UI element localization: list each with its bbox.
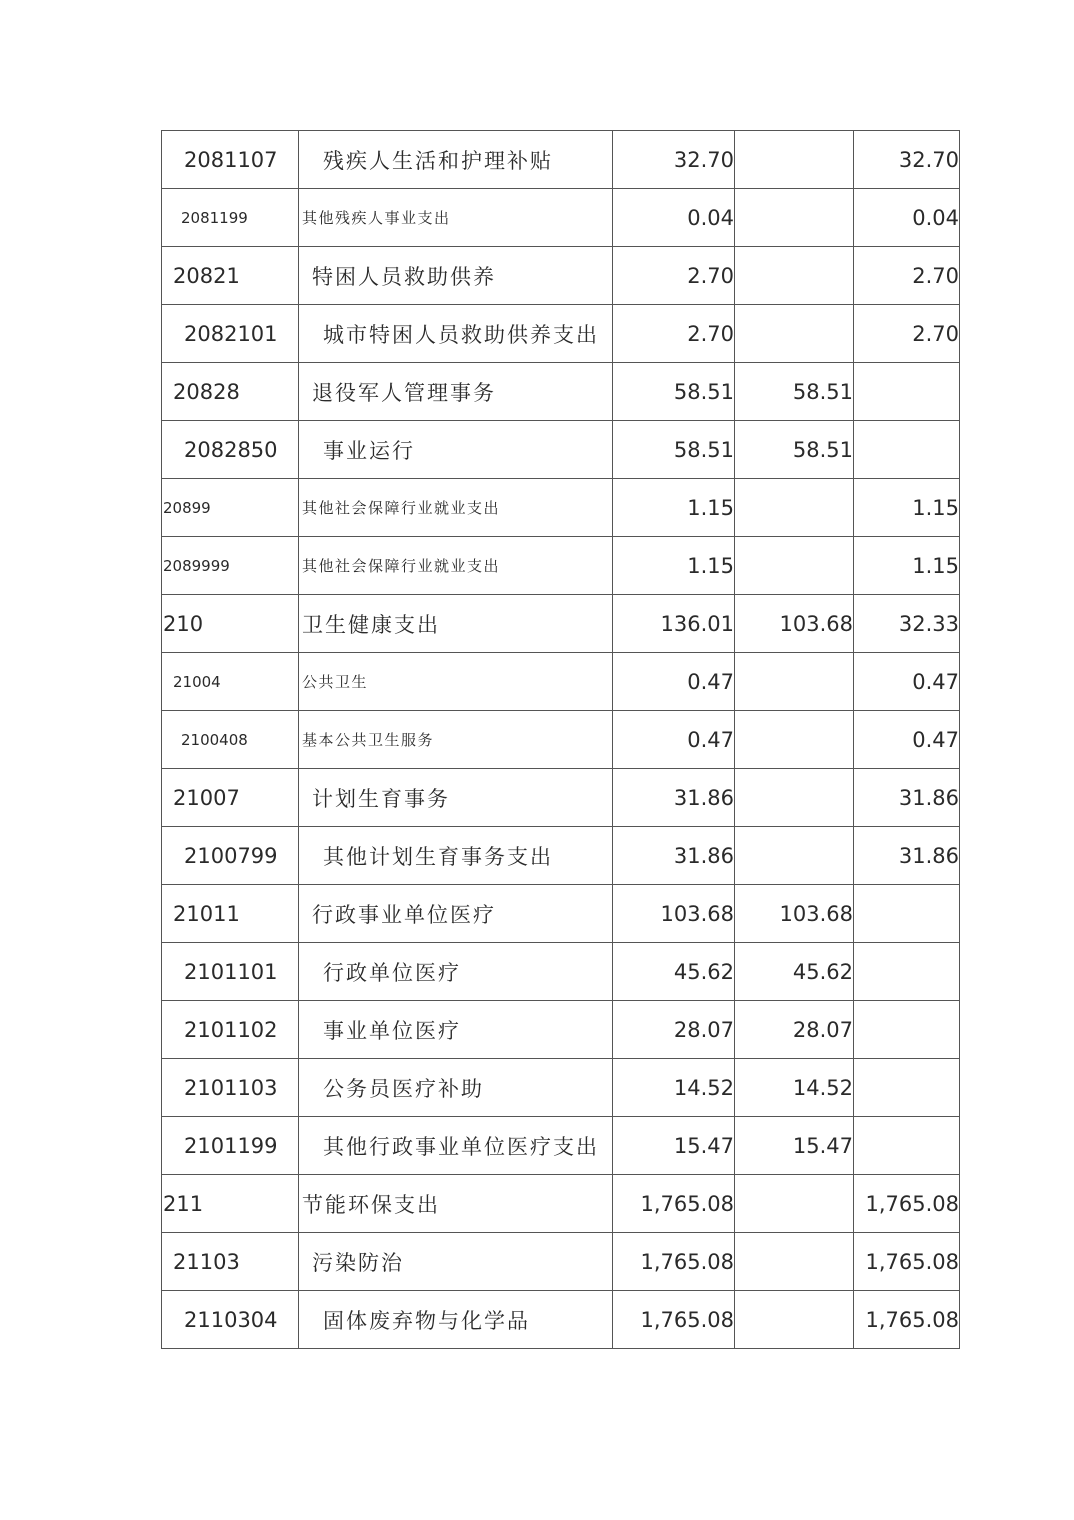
project-expenditure-cell: 1,765.08: [854, 1291, 960, 1349]
basic-expenditure-cell: [735, 1291, 854, 1349]
total-amount-cell: 32.70: [613, 131, 735, 189]
project-expenditure-cell: 0.04: [854, 189, 960, 247]
total-amount-cell: 103.68: [613, 885, 735, 943]
subject-code-cell: 20821: [162, 247, 299, 305]
table-row: [162, 827, 960, 885]
subject-name-cell: 固体废弃物与化学品: [299, 1291, 613, 1349]
subject-name-cell: 污染防治: [299, 1233, 613, 1291]
subject-name-cell: 公务员医疗补助: [299, 1059, 613, 1117]
table-row: [162, 769, 960, 827]
table-row: [162, 1059, 960, 1117]
table-row: [162, 1001, 960, 1059]
table-row: [162, 131, 960, 189]
table-row: [162, 653, 960, 711]
subject-code-cell: 211: [162, 1175, 299, 1233]
subject-name-cell: 特困人员救助供养: [299, 247, 613, 305]
basic-expenditure-cell: 103.68: [735, 885, 854, 943]
project-expenditure-cell: 31.86: [854, 769, 960, 827]
subject-name-cell: 退役军人管理事务: [299, 363, 613, 421]
basic-expenditure-cell: [735, 711, 854, 769]
basic-expenditure-cell: [735, 827, 854, 885]
table-row: [162, 247, 960, 305]
subject-code-cell: 2082850: [162, 421, 299, 479]
subject-code-cell: 2082101: [162, 305, 299, 363]
total-amount-cell: 1.15: [613, 537, 735, 595]
project-expenditure-cell: 1,765.08: [854, 1233, 960, 1291]
subject-name-cell: 其他行政事业单位医疗支出: [299, 1117, 613, 1175]
project-expenditure-cell: 0.47: [854, 653, 960, 711]
basic-expenditure-cell: 14.52: [735, 1059, 854, 1117]
project-expenditure-cell: [854, 1117, 960, 1175]
table-row: [162, 885, 960, 943]
table-row: [162, 305, 960, 363]
budget-table: [161, 130, 960, 1349]
table-row: [162, 421, 960, 479]
table-row: [162, 595, 960, 653]
table-row: [162, 943, 960, 1001]
project-expenditure-cell: 2.70: [854, 305, 960, 363]
basic-expenditure-cell: [735, 1175, 854, 1233]
subject-code-cell: 2101102: [162, 1001, 299, 1059]
total-amount-cell: 1,765.08: [613, 1291, 735, 1349]
subject-code-cell: 2101103: [162, 1059, 299, 1117]
subject-name-cell: 公共卫生: [299, 653, 613, 711]
basic-expenditure-cell: [735, 537, 854, 595]
total-amount-cell: 2.70: [613, 247, 735, 305]
subject-name-cell: 其他社会保障行业就业支出: [299, 537, 613, 595]
subject-name-cell: 节能环保支出: [299, 1175, 613, 1233]
basic-expenditure-cell: [735, 653, 854, 711]
basic-expenditure-cell: 58.51: [735, 363, 854, 421]
subject-code-cell: 21004: [162, 653, 299, 711]
total-amount-cell: 0.04: [613, 189, 735, 247]
subject-name-cell: 事业单位医疗: [299, 1001, 613, 1059]
project-expenditure-cell: 0.47: [854, 711, 960, 769]
total-amount-cell: 58.51: [613, 421, 735, 479]
project-expenditure-cell: [854, 1001, 960, 1059]
subject-name-cell: 行政事业单位医疗: [299, 885, 613, 943]
table-row: [162, 363, 960, 421]
basic-expenditure-cell: 15.47: [735, 1117, 854, 1175]
project-expenditure-cell: 32.33: [854, 595, 960, 653]
subject-code-cell: 2101199: [162, 1117, 299, 1175]
project-expenditure-cell: 2.70: [854, 247, 960, 305]
basic-expenditure-cell: [735, 189, 854, 247]
total-amount-cell: 0.47: [613, 653, 735, 711]
table-row: [162, 1291, 960, 1349]
subject-name-cell: 基本公共卫生服务: [299, 711, 613, 769]
basic-expenditure-cell: [735, 247, 854, 305]
project-expenditure-cell: 31.86: [854, 827, 960, 885]
project-expenditure-cell: [854, 1059, 960, 1117]
subject-code-cell: 2110304: [162, 1291, 299, 1349]
basic-expenditure-cell: 58.51: [735, 421, 854, 479]
project-expenditure-cell: 1.15: [854, 537, 960, 595]
subject-name-cell: 城市特困人员救助供养支出: [299, 305, 613, 363]
table-row: [162, 1175, 960, 1233]
project-expenditure-cell: [854, 885, 960, 943]
total-amount-cell: 58.51: [613, 363, 735, 421]
subject-code-cell: 21103: [162, 1233, 299, 1291]
subject-name-cell: 其他残疾人事业支出: [299, 189, 613, 247]
project-expenditure-cell: [854, 943, 960, 1001]
subject-name-cell: 其他社会保障行业就业支出: [299, 479, 613, 537]
project-expenditure-cell: 32.70: [854, 131, 960, 189]
subject-code-cell: 2081199: [162, 189, 299, 247]
project-expenditure-cell: 1,765.08: [854, 1175, 960, 1233]
project-expenditure-cell: [854, 421, 960, 479]
total-amount-cell: 1,765.08: [613, 1175, 735, 1233]
total-amount-cell: 45.62: [613, 943, 735, 1001]
table-row: [162, 711, 960, 769]
total-amount-cell: 0.47: [613, 711, 735, 769]
subject-code-cell: 21011: [162, 885, 299, 943]
table-row: [162, 189, 960, 247]
total-amount-cell: 14.52: [613, 1059, 735, 1117]
basic-expenditure-cell: [735, 479, 854, 537]
total-amount-cell: 1.15: [613, 479, 735, 537]
subject-name-cell: 残疾人生活和护理补贴: [299, 131, 613, 189]
basic-expenditure-cell: 103.68: [735, 595, 854, 653]
basic-expenditure-cell: [735, 1233, 854, 1291]
table-row: [162, 1117, 960, 1175]
table-row: [162, 479, 960, 537]
subject-code-cell: 20828: [162, 363, 299, 421]
subject-name-cell: 行政单位医疗: [299, 943, 613, 1001]
total-amount-cell: 15.47: [613, 1117, 735, 1175]
subject-code-cell: 2100799: [162, 827, 299, 885]
subject-code-cell: 2081107: [162, 131, 299, 189]
subject-code-cell: 21007: [162, 769, 299, 827]
basic-expenditure-cell: [735, 131, 854, 189]
subject-code-cell: 210: [162, 595, 299, 653]
basic-expenditure-cell: 28.07: [735, 1001, 854, 1059]
total-amount-cell: 31.86: [613, 769, 735, 827]
total-amount-cell: 28.07: [613, 1001, 735, 1059]
subject-code-cell: 2101101: [162, 943, 299, 1001]
subject-code-cell: 2100408: [162, 711, 299, 769]
total-amount-cell: 2.70: [613, 305, 735, 363]
total-amount-cell: 31.86: [613, 827, 735, 885]
project-expenditure-cell: [854, 363, 960, 421]
total-amount-cell: 1,765.08: [613, 1233, 735, 1291]
subject-name-cell: 其他计划生育事务支出: [299, 827, 613, 885]
subject-code-cell: 20899: [162, 479, 299, 537]
subject-code-cell: 2089999: [162, 537, 299, 595]
basic-expenditure-cell: [735, 769, 854, 827]
basic-expenditure-cell: 45.62: [735, 943, 854, 1001]
subject-name-cell: 事业运行: [299, 421, 613, 479]
project-expenditure-cell: 1.15: [854, 479, 960, 537]
subject-name-cell: 计划生育事务: [299, 769, 613, 827]
table-row: [162, 537, 960, 595]
budget-table-body: [162, 131, 960, 1349]
table-row: [162, 1233, 960, 1291]
total-amount-cell: 136.01: [613, 595, 735, 653]
basic-expenditure-cell: [735, 305, 854, 363]
subject-name-cell: 卫生健康支出: [299, 595, 613, 653]
